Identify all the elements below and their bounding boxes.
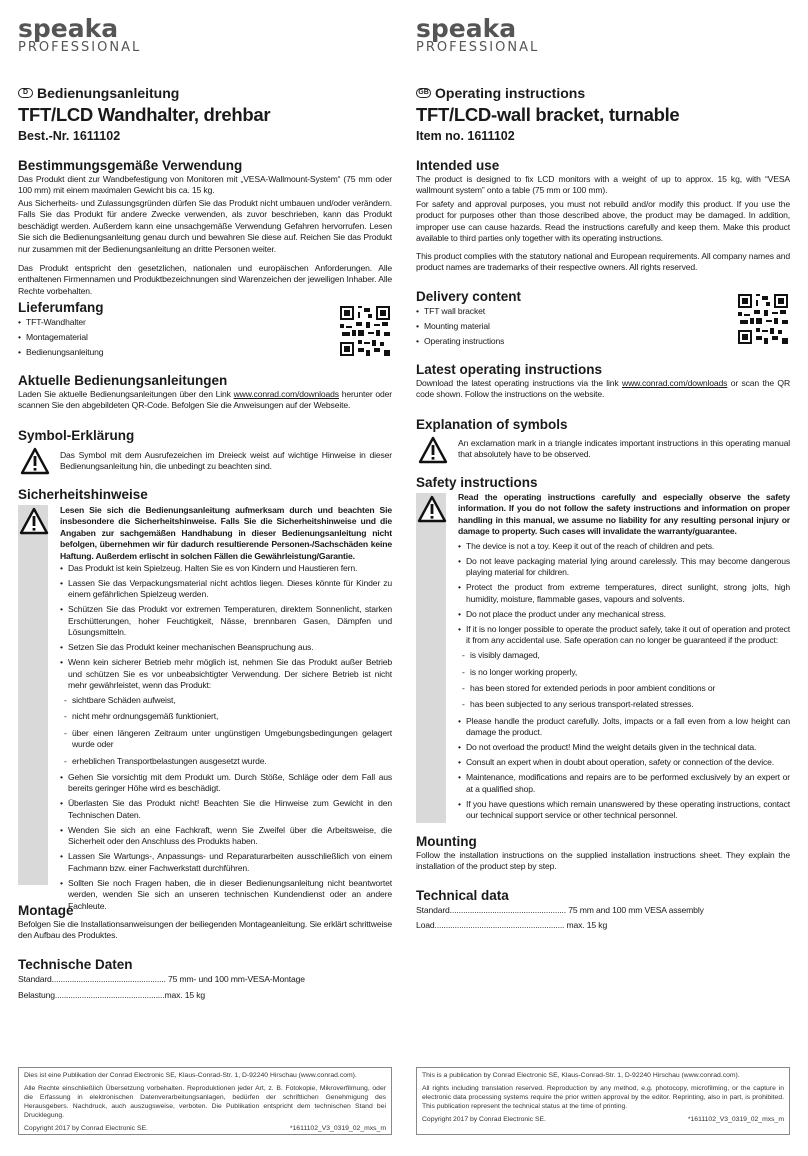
tech-row-standard: Standard.................................................... 75 mm and 100 mm VESA assembly — [416, 905, 704, 915]
list-item: - erheblichen Transportbelastungen ausgesetzt wurde. — [60, 756, 392, 767]
list-item: • Maintenance, modifications and repairs are to be performed exclusively by an expert or at a qualified shop. — [458, 772, 790, 795]
intended-use-p1: The product is designed to fix LCD monitors with a weight of up to approx. 15 kg, with “VESA wallmount system” onto a table (75 mm or 100 mm). — [416, 174, 790, 196]
list-item: - is no longer working properly, — [458, 667, 790, 678]
list-item: • Das Produkt ist kein Spielzeug. Halten Sie es von Kindern und Haustieren fern. — [60, 563, 392, 574]
safety-heading: Sicherheitshinweise — [18, 487, 148, 502]
intended-use-heading: Intended use — [416, 158, 500, 173]
logo-sub: PROFESSIONAL — [416, 40, 540, 55]
list-item: - nicht mehr ordnungsgemäß funktioniert, — [60, 711, 392, 722]
list-item: • Wenden Sie sich an eine Fachkraft, wenn Sie Zweifel über die Arbeitsweise, die Sicherheit oder den Anschluss des Produkts haben. — [60, 825, 392, 848]
list-item: • Wenn kein sicherer Betrieb mehr möglich ist, nehmen Sie das Produkt außer Betrieb und schützen Sie es vor unbeabsichtigter Verwendung. Der sichere Betrieb ist nicht mehr gewährleistet, wenn das Produkt: — [60, 657, 392, 691]
footer-bottom — [422, 1115, 784, 1124]
list-item: • Bedienungsanleitung — [18, 347, 318, 358]
latest-instructions-heading: Latest operating instructions — [416, 362, 603, 377]
logo-sub: PROFESSIONAL — [18, 40, 142, 55]
safety-intro: Lesen Sie sich die Bedienungsanleitung aufmerksam durch und beachten Sie insbesondere die Sicherheitshinweise. Falls Sie die Sicherheitshinweise und die Angaben zur sachgemäßen Handhabung in dieser Bedienungsanleitung nicht befolgen, übernehmen wir für dadurch resultierende Personen-/Sachschäden keine Haftung. Außerdem erlischt in solchen Fällen die Gewährleistung/Garantie. — [60, 505, 392, 561]
delivery-list — [416, 306, 716, 351]
speaka-logo — [18, 14, 178, 58]
intended-use-p3: Das Produkt entspricht den gesetzlichen, nationalen und europäischen Anforderungen. Alle enthaltenen Firmennamen und Produktbezeichnungen sind Warenzeichen der jeweiligen Inhaber. Alle Rechte vorbehalten. — [18, 263, 392, 296]
downloads-link[interactable]: www.conrad.com/downloads — [622, 378, 728, 388]
list-item: • Do not leave packaging material lying around carelessly. This may become dangerous playing material for children. — [458, 556, 790, 579]
tech-data-heading: Technical data — [416, 888, 509, 903]
item-number: Best.-Nr. 1611102 — [18, 129, 121, 143]
list-item: • Lassen Sie das Verpackungsmaterial nicht achtlos liegen. Dieses könnte für Kinder zu einem gefährlichen Spielzeug werden. — [60, 578, 392, 601]
delivery-list — [18, 317, 318, 362]
logo-brand: speaka — [18, 14, 119, 43]
language-label: Bedienungsanleitung — [37, 85, 180, 101]
symbols-heading: Symbol-Erklärung — [18, 428, 135, 443]
item-number: Item no. 1611102 — [416, 129, 515, 143]
intended-use-heading: Bestimmungsgemäße Verwendung — [18, 158, 243, 173]
footer-code: *1611102_V3_0319_02_mxs_m — [289, 1125, 386, 1132]
mounting-heading: Montage — [18, 903, 74, 918]
delivery-heading: Lieferumfang — [18, 300, 104, 315]
list-item: - is visibly damaged, — [458, 650, 790, 661]
safety-list — [60, 563, 392, 916]
latest-text-before: Download the latest operating instructions via the link — [416, 378, 623, 388]
list-item: - has been subjected to any serious transport-related stresses. — [458, 699, 790, 710]
list-item: • Mounting material — [416, 321, 716, 332]
language-badge: GB — [416, 88, 431, 98]
safety-side-bar — [18, 505, 48, 885]
mounting-text: Befolgen Sie die Installationsanweisungen der beiliegenden Montageanleitung. Sie erklärt schrittweise den Aufbau des Produktes. — [18, 919, 392, 941]
footer-copyright: Copyright 2017 by Conrad Electronic SE. — [24, 1125, 148, 1132]
tech-row-standard: Standard................................................... 75 mm- und 100 mm-VESA-Montage — [18, 974, 305, 984]
warning-triangle-icon — [418, 436, 448, 464]
list-item: • Operating instructions — [416, 336, 716, 347]
list-item: • Setzen Sie das Produkt keiner mechanischen Beanspruchung aus. — [60, 642, 392, 653]
warning-triangle-icon — [20, 447, 50, 475]
safety-heading: Safety instructions — [416, 475, 538, 490]
list-item: • Protect the product from extreme temperatures, direct sunlight, strong jolts, high humidity, moisture, flammable gases, vapours and solvents. — [458, 582, 790, 605]
footer-code: *1611102_V3_0319_02_mxs_m — [687, 1116, 784, 1123]
warning-triangle-icon — [417, 495, 447, 523]
mounting-text: Follow the installation instructions on the supplied installation instructions sheet. They explain the installation of the product step by step. — [416, 850, 790, 872]
publisher-footer — [18, 1067, 392, 1135]
list-item: • TFT-Wandhalter — [18, 317, 318, 328]
language-header — [416, 84, 585, 102]
safety-intro: Read the operating instructions carefully and especially observe the safety information. If you do not follow the safety instructions and information on proper handling in this manual, we assume no liability for any resulting personal injury or damage to property. Such cases will invalidate the warranty/guarantee. — [458, 492, 790, 537]
list-item: • Sollten Sie noch Fragen haben, die in dieser Bedienungsanleitung nicht beantwortet werden, wenden Sie sich an unseren technischen Kundendienst oder an andere Fachleute. — [60, 878, 392, 912]
list-item: • Schützen Sie das Produkt vor extremen Temperaturen, direktem Sonnenlicht, starken Erschütterungen, hoher Feuchtigkeit, Nässe, brennbaren Gasen, Dämpfen und Lösungsmitteln. — [60, 604, 392, 638]
list-item: - has been stored for extended periods in poor ambient conditions or — [458, 683, 790, 694]
intended-use-p1: Das Produkt dient zur Wandbefestigung von Monitoren mit „VESA-Wallmount-System“ (75 mm oder 100 mm) mit einem maximalen Gewicht bis ca. 15 kg. — [18, 174, 392, 196]
footer-rights: All rights including translation reserved. Reproduction by any method, e.g. photocopy, microfilming, or the capture in electronic data processing systems require the prior written approval by the editor. Reprinting, also in part, is prohibited. This publication represent the technical status at the time of printing. — [422, 1085, 784, 1110]
tech-row-load: Load.......................................................... max. 15 kg — [416, 920, 608, 930]
list-item: - über einen längeren Zeitraum unter ungünstigen Umgebungsbedingungen gelagert wurde oder — [60, 728, 392, 751]
tech-data-heading: Technische Daten — [18, 957, 133, 972]
page-title: TFT/LCD Wandhalter, drehbar — [18, 104, 271, 125]
language-badge: D — [18, 88, 33, 98]
list-item: • The device is not a toy. Keep it out of the reach of children and pets. — [458, 541, 790, 552]
latest-instructions-text — [18, 389, 392, 412]
publisher-footer — [416, 1067, 790, 1135]
speaka-logo — [416, 14, 576, 58]
footer-bottom — [24, 1124, 386, 1133]
symbols-heading: Explanation of symbols — [416, 417, 568, 432]
symbols-text: Das Symbol mit dem Ausrufezeichen im Dreieck weist auf wichtige Hinweise in dieser Bedienungsanleitung hin, die unbedingt zu beachten sind. — [60, 450, 392, 472]
list-item: • Lassen Sie Wartungs-, Anpassungs- und Reparaturarbeiten ausschließlich von einem Fachmann bzw. einer Fachwerkstatt durchführen. — [60, 851, 392, 874]
list-item: • Please handle the product carefully. Jolts, impacts or a fall even from a low height can damage the product. — [458, 716, 790, 739]
warning-triangle-icon — [19, 507, 49, 535]
footer-rights: Alle Rechte einschließlich Übersetzung vorbehalten. Reproduktionen jeder Art, z. B. Fotokopie, Mikroverfilmung, oder die Erfassung in elektronischen Datenverarbeitungsanlagen, bedürfen der schriftlichen Genehmigung des Herausgebers. Nachdruck, auch auszugsweise, verboten. Die Publikation entspricht dem technischen Stand bei Drucklegung. — [24, 1085, 386, 1119]
intended-use-p3: This product complies with the statutory national and European requirements. All company names and product names are trademarks of their respective owners. All rights reserved. — [416, 251, 790, 273]
mounting-heading: Mounting — [416, 834, 477, 849]
footer-publisher: This is a publication by Conrad Electronic SE, Klaus-Conrad-Str. 1, D-92240 Hirschau (www.conrad.com). — [422, 1072, 740, 1079]
page-title: TFT/LCD-wall bracket, turnable — [416, 104, 680, 125]
list-item: • Gehen Sie vorsichtig mit dem Produkt um. Durch Stöße, Schläge oder dem Fall aus bereits geringer Höhe wird es beschädigt. — [60, 772, 392, 795]
qr-code-icon — [738, 294, 788, 344]
footer-publisher: Dies ist eine Publikation der Conrad Electronic SE, Klaus-Conrad-Str. 1, D-92240 Hirschau (www.conrad.com). — [24, 1072, 357, 1079]
list-item: • If you have questions which remain unanswered by these operating instructions, contact our technical support service or other technical personnel. — [458, 799, 790, 822]
qr-code-icon — [340, 306, 390, 356]
list-item: • Do not place the product under any mechanical stress. — [458, 609, 790, 620]
language-label: Operating instructions — [435, 85, 586, 101]
footer-copyright: Copyright 2017 by Conrad Electronic SE. — [422, 1116, 546, 1123]
downloads-link[interactable]: www.conrad.com/downloads — [233, 389, 339, 399]
list-item: - sichtbare Schäden aufweist, — [60, 695, 392, 706]
intended-use-p2: For safety and approval purposes, you must not rebuild and/or modify this product. If you use the product for purposes other than those described above, the product may be damaged. In addition, improper use can cause hazards. Read the instructions carefully and keep them. Make this product available to third parties only together with its operating instructions. — [416, 199, 790, 244]
intended-use-p2: Aus Sicherheits- und Zulassungsgründen dürfen Sie das Produkt nicht umbauen und/oder verändern. Falls Sie das Produkt für andere Zwecke verwenden, als zuvor beschrieben, kann das Produkt beschädigt werden. Außerdem kann eine unsachgemäße Verwendung Gefahren hervorrufen. Lesen Sie sich die Bedienungsanleitung genau durch und bewahren Sie diese auf. Reichen Sie das Produkt nur zusammen mit der Bedienungsanleitung an dritte Personen weiter. — [18, 198, 392, 254]
latest-text-after: or scan the QR code shown. Follow the instructions on the website. — [416, 378, 790, 400]
latest-instructions-text — [416, 378, 790, 401]
logo-brand: speaka — [416, 14, 517, 43]
list-item: • TFT wall bracket — [416, 306, 716, 317]
list-item: • Consult an expert when in doubt about operation, safety or connection of the device. — [458, 757, 790, 768]
list-item: • Überlasten Sie das Produkt nicht! Beachten Sie die Hinweise zum Gewicht in den Technischen Daten. — [60, 798, 392, 821]
list-item: • Montagematerial — [18, 332, 318, 343]
delivery-heading: Delivery content — [416, 289, 522, 304]
tech-row-load: Belastung.................................................max. 15 kg — [18, 990, 206, 1000]
safety-side-bar — [416, 493, 446, 823]
language-header — [18, 84, 179, 102]
latest-text-before: Laden Sie aktuelle Bedienungsanleitungen über den Link — [18, 389, 234, 399]
latest-text-after: herunter oder scannen Sie den abgebildeten QR-Code. Befolgen Sie die Anweisungen auf der Webseite. — [18, 389, 392, 411]
list-item: • Do not overload the product! Mind the weight details given in the technical data. — [458, 742, 790, 753]
symbols-text: An exclamation mark in a triangle indicates important instructions in this operating manual that absolutely have to be observed. — [458, 438, 790, 460]
list-item: • If it is no longer possible to operate the product safely, take it out of operation and protect it from any accidental use. Safe operation can no longer be guaranteed if the product: — [458, 624, 790, 647]
latest-instructions-heading: Aktuelle Bedienungsanleitungen — [18, 373, 228, 388]
safety-list — [458, 541, 790, 825]
